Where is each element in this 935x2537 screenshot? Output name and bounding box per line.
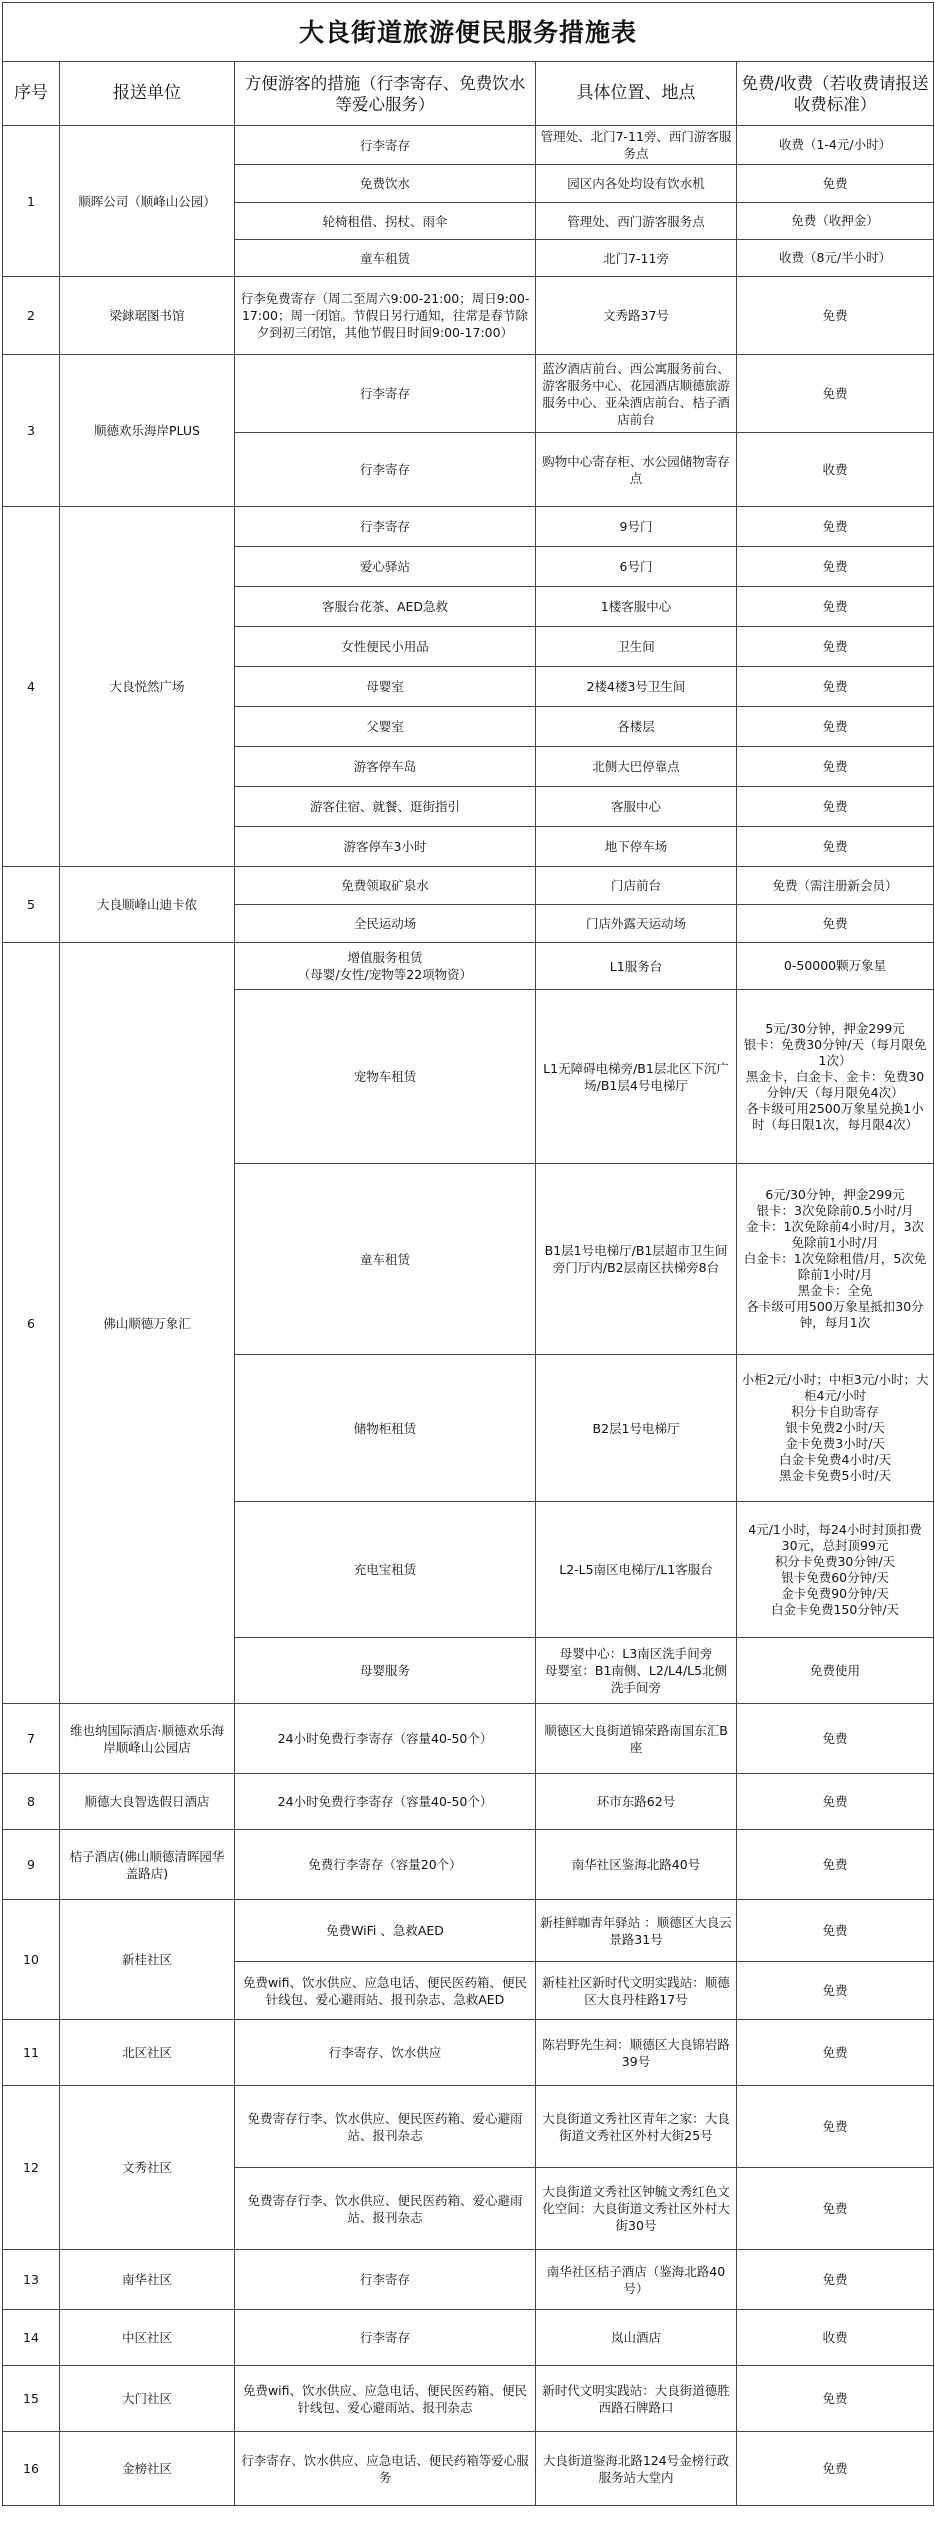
row-location: 管理处、北门7-11旁、西门游客服务点 [536,126,737,165]
row-fee: 免费 [737,2250,934,2310]
table-row [3,943,934,990]
row-seq: 14 [3,2310,60,2366]
row-unit: 佛山顺德万象汇 [60,943,235,1704]
row-location: 管理处、西门游客服务点 [536,203,737,240]
row-fee: 收费 [737,433,934,507]
table-row [3,1774,934,1830]
row-fee: 免费 [737,747,934,787]
table-row [3,2310,934,2366]
table-row [3,2366,934,2432]
row-fee: 免费使用 [737,1638,934,1704]
row-measure: 免费寄存行李、饮水供应、便民医药箱、爱心避雨站、报刊杂志 [235,2168,536,2250]
row-fee: 收费（8元/半小时） [737,240,934,277]
table-row [3,2086,934,2168]
row-unit: 大良顺峰山迪卡侬 [60,867,235,943]
row-seq: 9 [3,1830,60,1900]
row-fee: 免费 [737,2168,934,2250]
row-seq: 12 [3,2086,60,2250]
row-fee: 免费 [737,1962,934,2020]
table-title: 大良街道旅游便民服务措施表 [3,3,934,62]
row-location: L2-L5南区电梯厅/L1客服台 [536,1502,737,1638]
row-measure: 行李寄存 [235,2310,536,2366]
service-measures-sheet [2,2,933,2535]
row-measure: 免费wifi、饮水供应、应急电话、便民医药箱、便民针线包、爱心避雨站、报刊杂志 [235,2366,536,2432]
row-location: 南华社区桔子酒店（鉴海北路40号） [536,2250,737,2310]
row-fee: 免费 [737,1900,934,1962]
row-measure: 免费饮水 [235,165,536,203]
row-location: 1楼客服中心 [536,587,737,627]
service-measures-table [2,2,934,2506]
row-location: 母婴中心：L3南区洗手间旁 母婴室：B1南侧、L2/L4/L5北侧洗手间旁 [536,1638,737,1704]
row-location: 各楼层 [536,707,737,747]
row-location: 文秀路37号 [536,277,737,355]
row-location: B2层1号电梯厅 [536,1355,737,1502]
row-location: 顺德区大良街道锦荣路南国东汇B座 [536,1704,737,1774]
row-fee: 免费 [737,165,934,203]
row-measure: 父婴室 [235,707,536,747]
table-row [3,355,934,433]
row-measure: 免费寄存行李、饮水供应、便民医药箱、爱心避雨站、报刊杂志 [235,2086,536,2168]
row-fee: 6元/30分钟，押金299元 银卡：3次免除前0.5小时/月 金卡：1次免除前4小时/月，3次免除前1小时/月 白金卡：1次免除租借/月，5次免除前1小时/月 黑金卡：全免 各卡级可用500万象星抵扣30分钟，每月1次 [737,1164,934,1355]
table-row [3,1704,934,1774]
row-location: 地下停车场 [536,827,737,867]
row-fee: 免费（需注册新会员） [737,867,934,905]
row-fee: 免费 [737,627,934,667]
header-location: 具体位置、地点 [536,62,737,126]
row-location: 大良街道文秀社区钟毓文秀红色文化空间：大良街道文秀社区外村大街30号 [536,2168,737,2250]
row-fee: 免费 [737,2020,934,2086]
row-seq: 4 [3,507,60,867]
row-location: 卫生间 [536,627,737,667]
row-measure: 行李寄存 [235,2250,536,2310]
row-measure: 客服台花茶、AED急救 [235,587,536,627]
row-measure: 轮椅租借、拐杖、雨伞 [235,203,536,240]
row-measure: 24小时免费行李寄存（容量40-50个） [235,1774,536,1830]
row-location: B1层1号电梯厅/B1层超市卫生间旁门厅内/B2层南区扶梯旁8台 [536,1164,737,1355]
row-fee: 免费 [737,277,934,355]
row-location: 6号门 [536,547,737,587]
row-measure: 宠物车租赁 [235,990,536,1164]
row-measure: 游客停车3小时 [235,827,536,867]
row-fee: 收费 [737,2310,934,2366]
row-location: 新桂社区新时代文明实践站：顺德区大良丹桂路17号 [536,1962,737,2020]
row-location: L1服务台 [536,943,737,990]
row-location: 北侧大巴停靠点 [536,747,737,787]
row-unit: 大良悦然广场 [60,507,235,867]
row-measure: 充电宝租赁 [235,1502,536,1638]
row-unit: 梁銶琚图书馆 [60,277,235,355]
row-measure: 童车租赁 [235,240,536,277]
row-measure: 免费WiFi 、急救AED [235,1900,536,1962]
row-fee: 免费 [737,905,934,943]
row-measure: 行李寄存 [235,433,536,507]
row-location: 门店外露天运动场 [536,905,737,943]
row-fee: 5元/30分钟，押金299元 银卡：免费30分钟/天（每月限免1次） 黑金卡，白金卡、金卡：免费30分钟/天（每月限免4次） 各卡级可用2500万象星兑换1小时（每日限1次，每月限4次） [737,990,934,1164]
row-fee: 免费 [737,1774,934,1830]
row-fee: 免费 [737,787,934,827]
header-fee: 免费/收费（若收费请报送收费标准） [737,62,934,126]
row-measure: 行李寄存 [235,126,536,165]
row-location: 大良街道鉴海北路124号金榜行政服务站大堂内 [536,2432,737,2506]
row-unit: 南华社区 [60,2250,235,2310]
row-fee: 免费 [737,707,934,747]
row-measure: 行李免费寄存（周二至周六9:00-21:00；周日9:00-17:00；周一闭馆。节假日另行通知，往常是春节除夕到初三闭馆，其他节假日时间9:00-17:00） [235,277,536,355]
row-seq: 10 [3,1900,60,2020]
row-seq: 3 [3,355,60,507]
row-measure: 24小时免费行李寄存（容量40-50个） [235,1704,536,1774]
row-measure: 储物柜租赁 [235,1355,536,1502]
row-location: 客服中心 [536,787,737,827]
table-row [3,1830,934,1900]
row-fee: 免费（收押金） [737,203,934,240]
row-unit: 大门社区 [60,2366,235,2432]
row-fee: 免费 [737,507,934,547]
row-location: 新时代文明实践站：大良街道德胜西路石牌路口 [536,2366,737,2432]
row-unit: 桔子酒店(佛山顺德清晖园华盖路店) [60,1830,235,1900]
row-location: 9号门 [536,507,737,547]
table-row [3,277,934,355]
row-measure: 女性便民小用品 [235,627,536,667]
row-fee: 免费 [737,355,934,433]
row-seq: 2 [3,277,60,355]
row-seq: 11 [3,2020,60,2086]
table-row [3,126,934,165]
row-location: 2楼4楼3号卫生间 [536,667,737,707]
row-location: 北门7-11旁 [536,240,737,277]
row-seq: 6 [3,943,60,1704]
row-measure: 增值服务租赁 （母婴/女性/宠物等22项物资） [235,943,536,990]
row-seq: 16 [3,2432,60,2506]
table-body [3,126,934,2506]
row-fee: 免费 [737,587,934,627]
row-measure: 全民运动场 [235,905,536,943]
row-unit: 文秀社区 [60,2086,235,2250]
row-fee: 0-50000颗万象星 [737,943,934,990]
header-unit: 报送单位 [60,62,235,126]
table-row [3,2020,934,2086]
table-row [3,507,934,547]
row-unit: 新桂社区 [60,1900,235,2020]
row-fee: 免费 [737,2086,934,2168]
row-location: 购物中心寄存柜、水公园储物寄存点 [536,433,737,507]
row-fee: 4元/1小时，每24小时封顶扣费30元，总封顶99元 积分卡免费30分钟/天 银卡免费60分钟/天 金卡免费90分钟/天 白金卡免费150分钟/天 [737,1502,934,1638]
row-seq: 5 [3,867,60,943]
row-measure: 行李寄存、饮水供应 [235,2020,536,2086]
row-measure: 行李寄存 [235,507,536,547]
row-location: 环市东路62号 [536,1774,737,1830]
row-location: 南华社区鉴海北路40号 [536,1830,737,1900]
row-unit: 维也纳国际酒店·顺德欢乐海岸顺峰山公园店 [60,1704,235,1774]
row-location: 岚山酒店 [536,2310,737,2366]
row-seq: 1 [3,126,60,277]
row-fee: 免费 [737,2366,934,2432]
row-location: 新桂鲜咖青年驿站 ：顺德区大良云景路31号 [536,1900,737,1962]
table-row [3,2250,934,2310]
row-location: 门店前台 [536,867,737,905]
row-fee: 免费 [737,2432,934,2506]
table-row [3,2432,934,2506]
row-unit: 顺德欢乐海岸PLUS [60,355,235,507]
row-measure: 母婴室 [235,667,536,707]
row-location: 陈岩野先生祠：顺德区大良锦岩路39号 [536,2020,737,2086]
row-fee: 免费 [737,1830,934,1900]
row-seq: 7 [3,1704,60,1774]
row-fee: 免费 [737,1704,934,1774]
row-location: 大良街道文秀社区青年之家：大良街道文秀社区外村大街25号 [536,2086,737,2168]
header-seq: 序号 [3,62,60,126]
row-location: 蓝汐酒店前台、西公寓服务前台、游客服务中心、花园酒店顺德旅游服务中心、亚朵酒店前台、桔子酒店前台 [536,355,737,433]
row-unit: 中区社区 [60,2310,235,2366]
row-measure: 免费wifi、饮水供应、应急电话、便民医药箱、便民针线包、爱心避雨站、报刊杂志、急救AED [235,1962,536,2020]
row-fee: 小柜2元/小时；中柜3元/小时；大柜4元/小时 积分卡自助寄存 银卡免费2小时/天 金卡免费3小时/天 白金卡免费4小时/天 黑金卡免费5小时/天 [737,1355,934,1502]
row-unit: 顺德大良智选假日酒店 [60,1774,235,1830]
row-unit: 北区社区 [60,2020,235,2086]
row-fee: 收费（1-4元/小时） [737,126,934,165]
row-location: 园区内各处均设有饮水机 [536,165,737,203]
row-fee: 免费 [737,547,934,587]
row-measure: 免费行李寄存（容量20个） [235,1830,536,1900]
table-row [3,1900,934,1962]
header-measures: 方便游客的措施（行李寄存、免费饮水等爱心服务） [235,62,536,126]
row-seq: 8 [3,1774,60,1830]
row-fee: 免费 [737,667,934,707]
row-fee: 免费 [737,827,934,867]
row-measure: 免费领取矿泉水 [235,867,536,905]
row-measure: 母婴服务 [235,1638,536,1704]
row-seq: 13 [3,2250,60,2310]
row-measure: 行李寄存、饮水供应、应急电话、便民药箱等爱心服务 [235,2432,536,2506]
row-measure: 童车租赁 [235,1164,536,1355]
row-measure: 游客住宿、就餐、逛街指引 [235,787,536,827]
row-seq: 15 [3,2366,60,2432]
table-row [3,867,934,905]
row-unit: 顺晖公司（顺峰山公园） [60,126,235,277]
row-measure: 爱心驿站 [235,547,536,587]
row-measure: 行李寄存 [235,355,536,433]
row-measure: 游客停车岛 [235,747,536,787]
row-unit: 金榜社区 [60,2432,235,2506]
row-location: L1无障碍电梯旁/B1层北区下沉广场/B1层4号电梯厅 [536,990,737,1164]
